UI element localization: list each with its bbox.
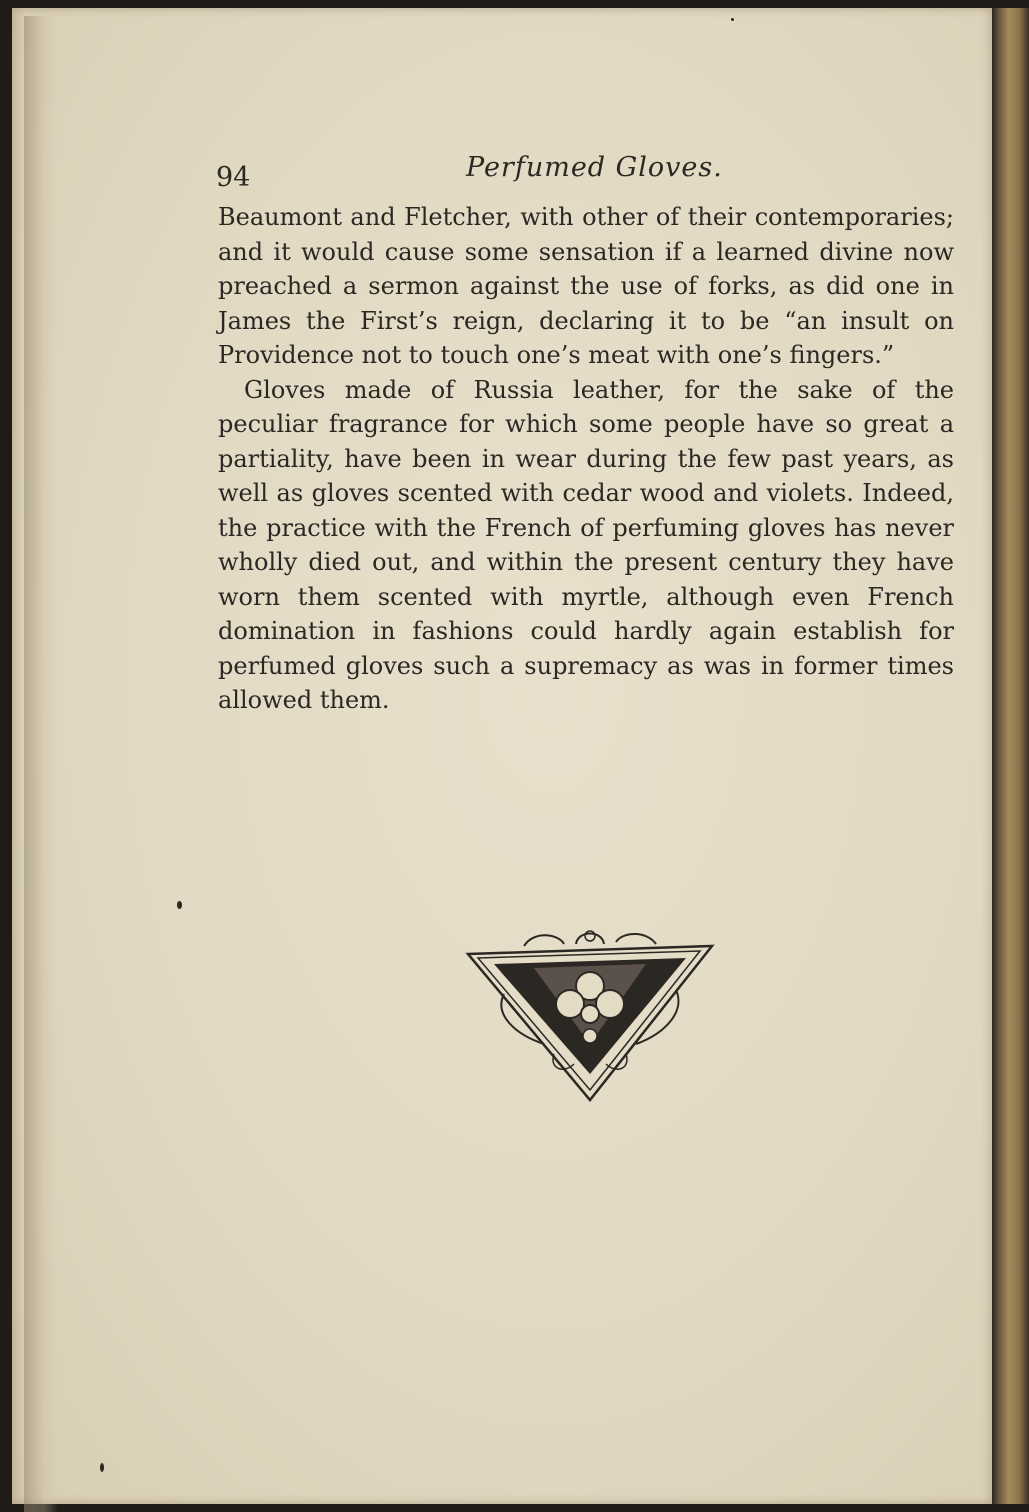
running-head [216,148,956,198]
paragraph-continuation: Beaumont and Fletcher, with other of their contemporaries; and it would cause some sensation if a learned divine now preached a sermon against the use of forks, as did one in James the First’s reign, declaring it to be “an insult on Providence not to touch one’s meat with one’s fingers.” [218,203,954,369]
book-fore-edge [992,8,1029,1504]
ink-speck [100,1463,104,1472]
running-title: Perfumed Gloves. [466,152,723,183]
paragraph-russia-leather: Gloves made of Russia leather, for the sake of the peculiar fragrance for which some people have so great a partiality, have been in wear during the few past years, as well as gloves scented with cedar wood and violets. Indeed, the practice with the French of perfuming gloves has never wholly died out, and within the present century they have worn them scented with myrtle, although even French domination in fashions could hardly again establish for perfumed gloves such a supremacy as was in former times allowed them. [218,375,954,714]
page-paper [12,8,992,1504]
ink-speck [731,18,734,21]
page-number: 94 [216,162,251,193]
ink-speck [177,901,182,909]
body-text [218,200,954,718]
tailpiece-ornament-icon [464,924,716,1104]
page-gutter-shadow [24,16,58,1512]
